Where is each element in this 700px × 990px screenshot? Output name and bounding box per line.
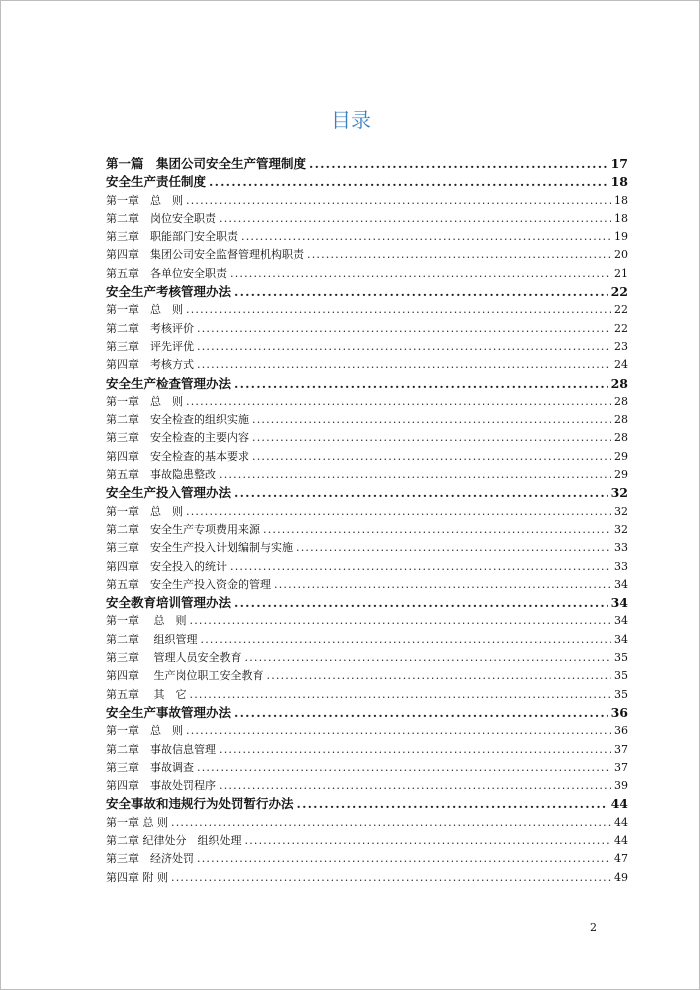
toc-chapter-entry[interactable]	[106, 448, 628, 466]
toc-entry-label: 第二章 安全检查的组织实施	[106, 413, 249, 427]
toc-entry-page: 29	[614, 449, 628, 463]
toc-entry-page: 28	[614, 413, 628, 427]
dot-leader	[186, 393, 611, 411]
dot-leader	[197, 850, 611, 868]
dot-leader	[197, 759, 611, 777]
toc-chapter-entry[interactable]	[106, 686, 628, 704]
dot-leader	[241, 228, 611, 246]
toc-chapter-entry[interactable]	[106, 210, 628, 228]
toc-entry-label: 第五章 事故隐患整改	[106, 468, 216, 482]
toc-chapter-entry[interactable]	[106, 320, 628, 338]
toc-entry-label: 第四章 生产岗位职工安全教育	[106, 669, 264, 683]
dot-leader	[186, 722, 611, 740]
toc-entry-page: 32	[610, 485, 628, 501]
toc-chapter-entry[interactable]	[106, 265, 628, 283]
toc-entry-page: 35	[614, 651, 628, 665]
dot-leader	[245, 649, 612, 667]
toc-entry-label: 第三章 安全生产投入计划编制与实施	[106, 541, 293, 555]
toc-entry-label: 第一章 总 则	[106, 815, 168, 829]
toc-entry-page: 24	[614, 358, 628, 372]
dot-leader	[252, 429, 611, 447]
toc-entry-label: 第四章 事故处罚程序	[106, 779, 216, 793]
toc-chapter-entry[interactable]	[106, 576, 628, 594]
dot-leader	[234, 484, 608, 502]
toc-entry-label: 第三章 职能部门安全职责	[106, 230, 238, 244]
dot-leader	[201, 631, 612, 649]
dot-leader	[307, 246, 611, 264]
toc-entry-page: 28	[610, 375, 628, 391]
dot-leader	[234, 375, 608, 393]
toc-entry-page: 32	[614, 522, 628, 536]
toc-entry-page: 22	[610, 284, 628, 300]
toc-entry-page: 34	[614, 632, 628, 646]
toc-entry-label: 安全生产检查管理办法	[106, 375, 232, 391]
toc-entry-page: 35	[614, 669, 628, 683]
dot-leader	[219, 741, 611, 759]
toc-entry-page: 19	[614, 230, 628, 244]
dot-leader	[274, 576, 611, 594]
toc-chapter-entry[interactable]	[106, 759, 628, 777]
toc-chapter-entry[interactable]	[106, 466, 628, 484]
toc-entry-page: 47	[614, 852, 628, 866]
toc-entry-page: 22	[614, 321, 628, 335]
toc-chapter-entry[interactable]	[106, 722, 628, 740]
toc-chapter-entry[interactable]	[106, 429, 628, 447]
toc-entry-page: 21	[614, 266, 628, 280]
toc-entry-page: 33	[614, 541, 628, 555]
toc-entry-label: 安全生产考核管理办法	[106, 284, 232, 300]
toc-entry-page: 34	[614, 614, 628, 628]
toc-entry-page: 33	[614, 559, 628, 573]
table-of-contents	[106, 155, 628, 887]
toc-entry-label: 第一章 总 则	[106, 394, 183, 408]
toc-entry-label: 第二章 岗位安全职责	[106, 211, 216, 225]
toc-entry-label: 安全生产投入管理办法	[106, 485, 232, 501]
dot-leader	[296, 539, 611, 557]
toc-entry-page: 34	[610, 595, 628, 611]
toc-chapter-entry[interactable]	[106, 521, 628, 539]
toc-entry-label: 第一章 总 则	[106, 193, 183, 207]
toc-chapter-entry[interactable]	[106, 192, 628, 210]
dot-leader	[186, 192, 611, 210]
toc-entry-page: 17	[610, 156, 628, 171]
toc-chapter-entry[interactable]	[106, 741, 628, 759]
toc-section-entry[interactable]	[106, 155, 628, 173]
toc-entry-page: 36	[610, 704, 628, 720]
toc-chapter-entry[interactable]	[106, 356, 628, 374]
dot-leader	[219, 466, 611, 484]
toc-chapter-entry[interactable]	[106, 832, 628, 850]
dot-leader	[197, 338, 611, 356]
toc-entry-page: 35	[614, 687, 628, 701]
dot-leader	[252, 411, 611, 429]
dot-leader	[245, 832, 612, 850]
dot-leader	[234, 283, 608, 301]
toc-entry-label: 第二章 考核评价	[106, 321, 194, 335]
toc-chapter-entry[interactable]	[106, 869, 628, 887]
toc-entry-label: 安全生产事故管理办法	[106, 704, 232, 720]
toc-entry-page: 39	[614, 779, 628, 793]
toc-title: 目录	[331, 108, 371, 132]
toc-chapter-entry[interactable]	[106, 649, 628, 667]
toc-entry-page: 34	[614, 577, 628, 591]
toc-entry-page: 18	[614, 193, 628, 207]
toc-section-entry[interactable]	[106, 375, 628, 393]
toc-entry-page: 37	[614, 742, 628, 756]
toc-chapter-entry[interactable]	[106, 631, 628, 649]
toc-entry-label: 第二章 组织管理	[106, 632, 198, 646]
toc-entry-label: 第一章 总 则	[106, 614, 187, 628]
dot-leader	[263, 521, 611, 539]
toc-entry-label: 第五章 安全生产投入资金的管理	[106, 577, 271, 591]
toc-entry-label: 第三章 评先评优	[106, 339, 194, 353]
toc-section-entry[interactable]	[106, 283, 628, 301]
toc-entry-page: 49	[614, 870, 628, 884]
toc-chapter-entry[interactable]	[106, 246, 628, 264]
toc-entry-label: 第五章 各单位安全职责	[106, 266, 227, 280]
toc-entry-label: 第四章 集团公司安全监督管理机构职责	[106, 248, 304, 262]
toc-chapter-entry[interactable]	[106, 228, 628, 246]
dot-leader	[190, 612, 612, 630]
toc-entry-label: 第五章 其 它	[106, 687, 187, 701]
dot-leader	[186, 503, 611, 521]
toc-section-entry[interactable]	[106, 704, 628, 722]
toc-chapter-entry[interactable]	[106, 558, 628, 576]
toc-entry-label: 第四章 安全投入的统计	[106, 559, 227, 573]
toc-section-entry[interactable]	[106, 173, 628, 191]
toc-entry-page: 20	[614, 248, 628, 262]
dot-leader	[171, 869, 611, 887]
toc-chapter-entry[interactable]	[106, 777, 628, 795]
toc-entry-page: 18	[610, 174, 628, 190]
toc-entry-page: 44	[614, 815, 628, 829]
toc-chapter-entry[interactable]	[106, 301, 628, 319]
toc-entry-page: 28	[614, 394, 628, 408]
toc-chapter-entry[interactable]	[106, 411, 628, 429]
toc-entry-label: 第四章 安全检查的基本要求	[106, 449, 249, 463]
toc-chapter-entry[interactable]	[106, 539, 628, 557]
dot-leader	[209, 173, 608, 191]
toc-section-entry[interactable]	[106, 795, 628, 813]
toc-entry-page: 28	[614, 431, 628, 445]
toc-entry-label: 第二章 安全生产专项费用来源	[106, 522, 260, 536]
toc-entry-page: 18	[614, 211, 628, 225]
toc-chapter-entry[interactable]	[106, 503, 628, 521]
toc-chapter-entry[interactable]	[106, 393, 628, 411]
toc-entry-label: 第三章 事故调查	[106, 760, 194, 774]
toc-section-entry[interactable]	[106, 594, 628, 612]
toc-entry-label: 第四章 考核方式	[106, 358, 194, 372]
dot-leader	[171, 814, 611, 832]
toc-chapter-entry[interactable]	[106, 612, 628, 630]
toc-entry-label: 第三章 安全检查的主要内容	[106, 431, 249, 445]
dot-leader	[230, 265, 611, 283]
dot-leader	[219, 210, 611, 228]
dot-leader	[190, 686, 612, 704]
page-number: 2	[590, 921, 597, 934]
toc-entry-label: 安全事故和违规行为处罚暂行办法	[106, 796, 294, 812]
dot-leader	[230, 558, 611, 576]
toc-entry-label: 第一篇 集团公司安全生产管理制度	[106, 156, 307, 171]
toc-entry-label: 第一章 总 则	[106, 724, 183, 738]
toc-entry-page: 44	[614, 833, 628, 847]
dot-leader	[252, 448, 611, 466]
toc-entry-page: 22	[614, 303, 628, 317]
toc-entry-label: 第二章 事故信息管理	[106, 742, 216, 756]
dot-leader	[297, 795, 608, 813]
dot-leader	[197, 356, 611, 374]
toc-entry-page: 23	[614, 339, 628, 353]
toc-entry-page: 44	[610, 796, 628, 812]
toc-entry-page: 36	[614, 724, 628, 738]
dot-leader	[219, 777, 611, 795]
toc-entry-label: 第二章 纪律处分 组织处理	[106, 833, 242, 847]
toc-entry-label: 第三章 经济处罚	[106, 852, 194, 866]
toc-entry-page: 32	[614, 504, 628, 518]
dot-leader	[267, 667, 612, 685]
toc-section-entry[interactable]	[106, 484, 628, 502]
toc-entry-label: 第一章 总 则	[106, 303, 183, 317]
toc-entry-label: 安全教育培训管理办法	[106, 595, 232, 611]
toc-entry-page: 29	[614, 468, 628, 482]
toc-chapter-entry[interactable]	[106, 850, 628, 868]
toc-entry-label: 第四章 附 则	[106, 870, 168, 884]
toc-chapter-entry[interactable]	[106, 814, 628, 832]
dot-leader	[234, 594, 608, 612]
dot-leader	[186, 301, 611, 319]
toc-entry-label: 第三章 管理人员安全教育	[106, 651, 242, 665]
dot-leader	[197, 320, 611, 338]
toc-entry-label: 第一章 总 则	[106, 504, 183, 518]
toc-entry-page: 37	[614, 760, 628, 774]
toc-chapter-entry[interactable]	[106, 667, 628, 685]
dot-leader	[309, 155, 608, 173]
toc-entry-label: 安全生产责任制度	[106, 174, 207, 190]
dot-leader	[234, 704, 608, 722]
toc-chapter-entry[interactable]	[106, 338, 628, 356]
